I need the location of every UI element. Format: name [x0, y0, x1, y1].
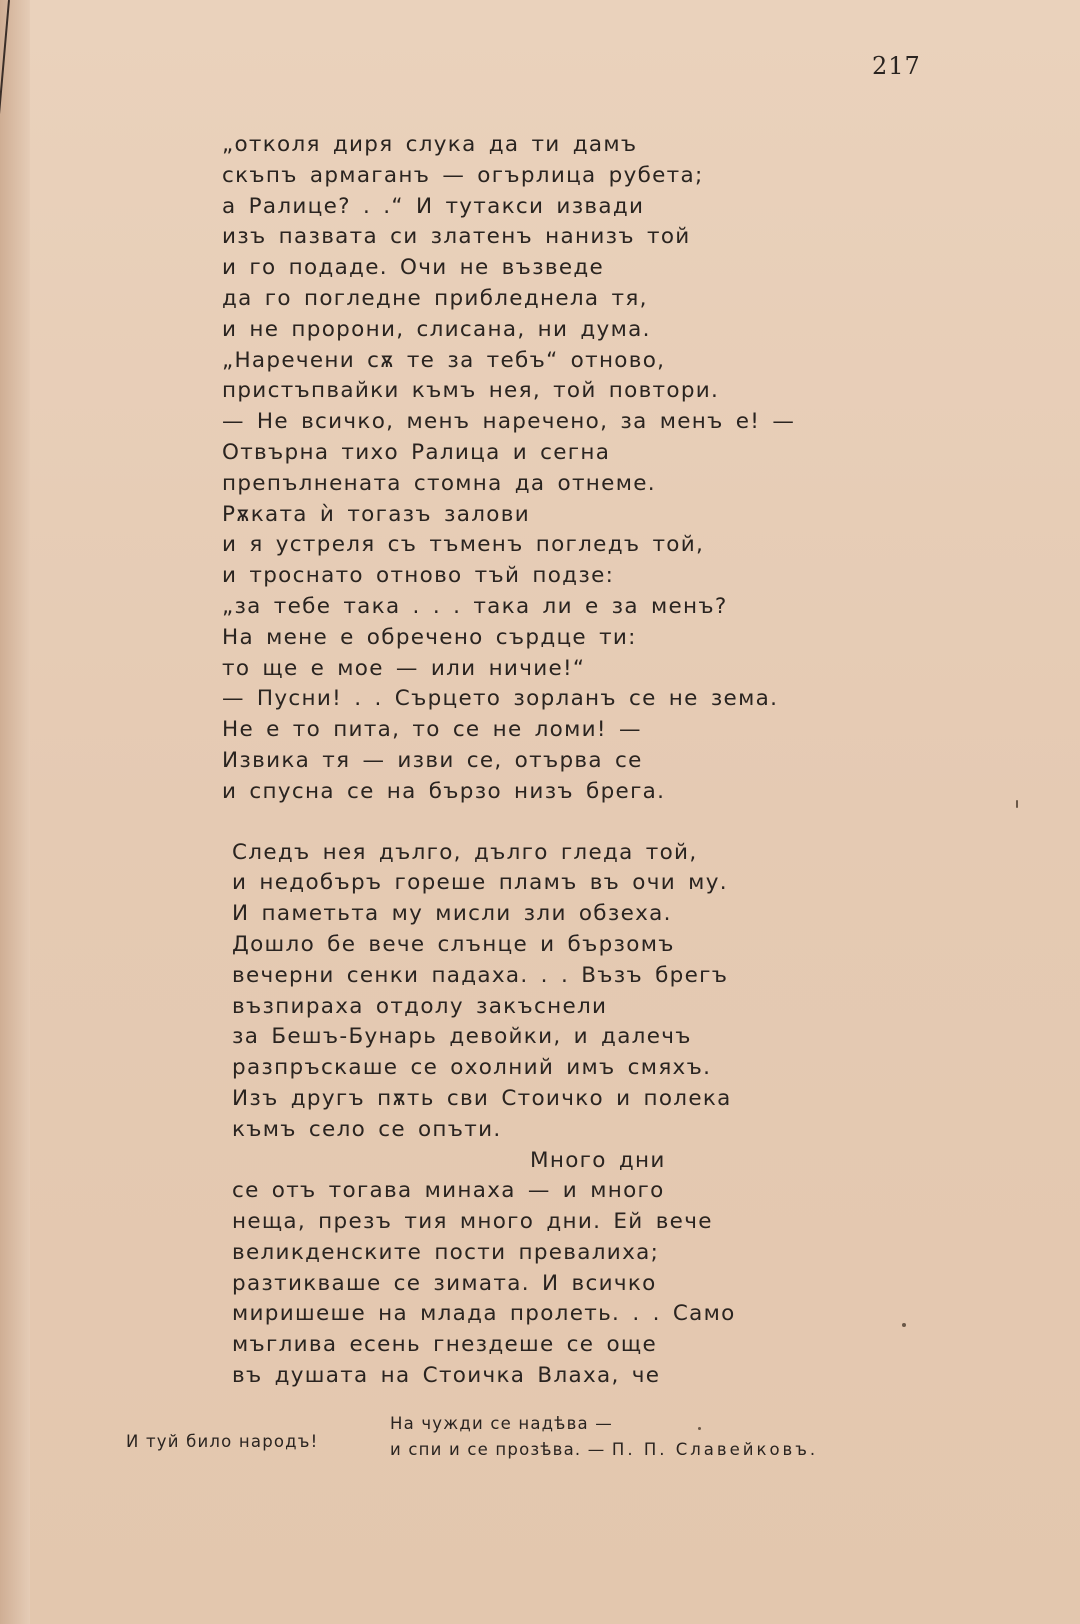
footer-right-line-2-text: и спи и се прозѣва. —	[390, 1440, 612, 1459]
poem-line: въ душата на Стоичка Влаха, че	[232, 1363, 661, 1389]
page-binding-edge	[0, 0, 30, 1624]
poem-line: и не пророни, слисана, ни дума.	[222, 316, 651, 342]
poem-line: разпръскаше се охолний имъ смяхъ.	[232, 1055, 712, 1081]
footer-author: П. П. Славейковъ.	[611, 1440, 819, 1459]
poem-line: — Не всичко, менъ наречено, за менъ е! —	[222, 409, 796, 435]
paper-speck	[902, 1323, 906, 1327]
poem-line: Следъ нея дълго, дълго гледа той,	[232, 839, 698, 865]
poem-line: Извика тя — изви се, отърва се	[222, 747, 643, 773]
page-number: 217	[872, 52, 921, 80]
poem-line: великденските пости превалиха;	[232, 1239, 660, 1265]
poem-line: „Наречени сѫ те за тебъ“ отново,	[222, 347, 666, 373]
poem-line: „отколя диря слука да ти дамъ	[222, 132, 638, 157]
poem-line: разтикваше се зимата. И всичко	[232, 1270, 657, 1296]
poem-line: и недобъръ гореше пламъ въ очи му.	[232, 870, 728, 896]
paper-speck	[698, 1427, 701, 1430]
poem-line: и я устреля съ тъменъ погледъ той,	[222, 532, 705, 558]
poem-line: „за тебе така . . . така ли е за менъ?	[222, 593, 728, 619]
poem-line: за Бешъ-Бунарь девойки, и далечъ	[232, 1024, 692, 1050]
poem-line: препълнената стомна да отнеме.	[222, 470, 656, 496]
poem-line: И паметьта му мисли зли обзеха.	[232, 901, 672, 927]
stanza-1	[222, 130, 862, 808]
poem-line: да го погледне прибледнела тя,	[222, 285, 648, 311]
poem-line: Изъ другъ пѫть сви Стоичко и полека	[232, 1085, 732, 1111]
paper-speck	[1016, 800, 1018, 808]
poem-line: На мене е обречено сърдце ти:	[222, 624, 637, 650]
poem-line: възпираха отдолу закъснели	[232, 993, 608, 1019]
poem-line: — Пусни! . . Сърцето зорланъ се не зема.	[222, 686, 779, 712]
stanza-2	[232, 838, 862, 1392]
poem-line: неща, презъ тия много дни. Ей вече	[232, 1209, 713, 1235]
poem-line: пристъпвайки къмъ нея, той повтори.	[222, 378, 720, 404]
footer-right-line-1: На чужди се надѣва —	[390, 1414, 613, 1433]
footer-left-text: И туй било народъ!	[126, 1432, 319, 1451]
poem-line: се отъ тогава минаха — и много	[232, 1178, 665, 1204]
poem-line: миришеше на млада пролеть. . . Само	[232, 1301, 736, 1327]
poem-line: Не е то пита, то се не ломи! —	[222, 717, 642, 743]
poem-line-indented: Много дни	[530, 1147, 666, 1173]
footer-right-line-2	[390, 1440, 818, 1459]
poem-line: скъпъ армаганъ — огърлица рубета;	[222, 162, 704, 188]
poem-line: Отвърна тихо Ралица и сегна	[222, 439, 611, 465]
poem-line: Рѫката ѝ тогазъ залови	[222, 501, 530, 527]
poem-line: и троснато отново тъй подзе:	[222, 563, 615, 589]
poem-line: изъ пазвата си златенъ нанизъ той	[222, 224, 691, 250]
poem-line: къмъ село се опъти.	[232, 1116, 502, 1142]
poem-line: и спусна се на бързо низъ брега.	[222, 778, 666, 804]
poem-line: а Ралице? . .“ И тутакси извади	[222, 193, 645, 219]
poem-line: и го подаде. Очи не възведе	[222, 255, 605, 281]
poem-line: то ще е мое — или ничие!“	[222, 655, 586, 681]
poem-line: вечерни сенки падаха. . . Възъ брегъ	[232, 962, 729, 988]
footer-epigraph	[126, 1412, 926, 1476]
poem-line: мъглива есень гнездеше се още	[232, 1332, 657, 1358]
poem-body	[222, 130, 862, 1392]
poem-line: Дошло бе вече слънце и бързомъ	[232, 931, 675, 957]
